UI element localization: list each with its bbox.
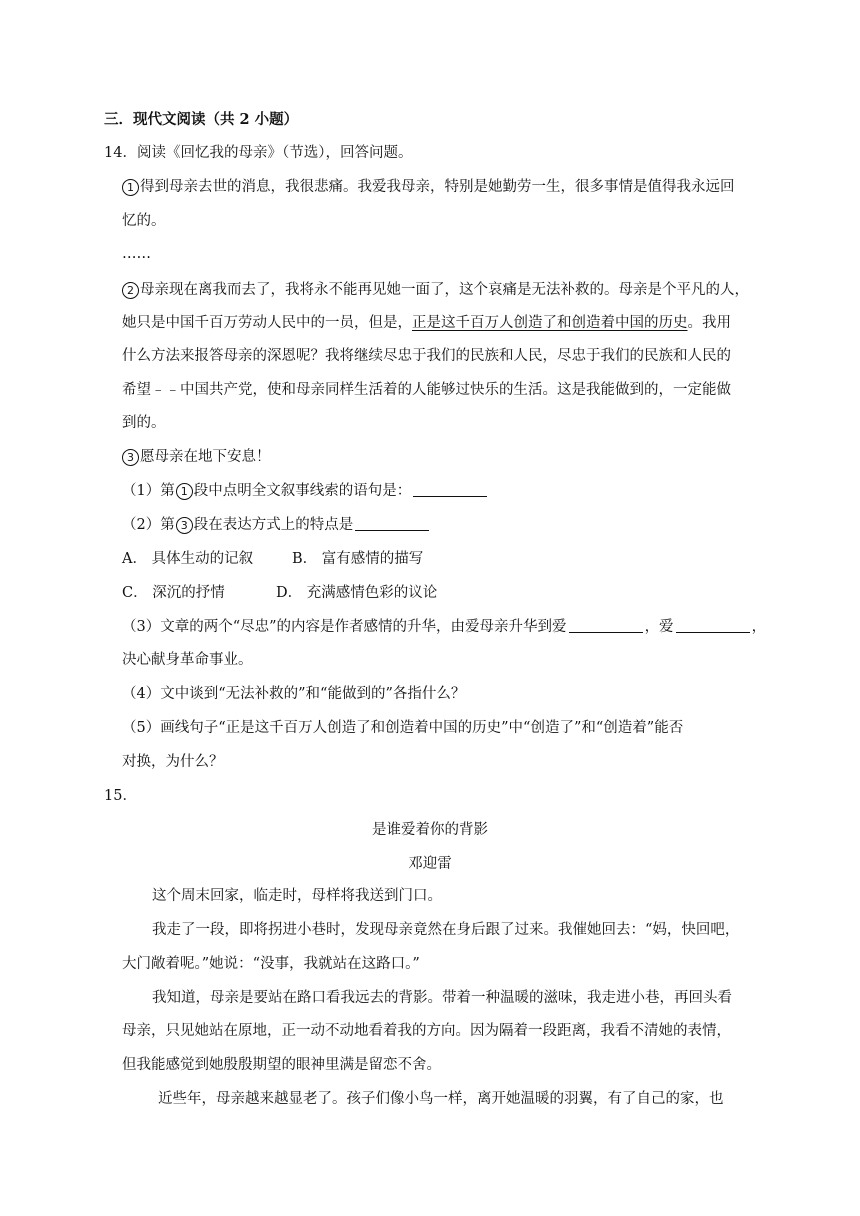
article-paragraph-4: 近些年，母亲越来越显老了。孩子们像小鸟一样，离开她温暖的羽翼，有了自己的家，也 — [158, 1091, 724, 1107]
answer-blank — [569, 618, 643, 633]
answer-blank — [676, 618, 750, 633]
passage-paragraph-1-cont: 忆的。 — [122, 213, 166, 229]
sub-question-3: （3）文章的两个“尽忠”的内容是作者感情的升华，由爱母亲升华到爱 ，爱 ， — [122, 619, 767, 635]
circled-number-2: 2 — [122, 282, 139, 299]
sub-question-5-cont: 对换，为什么？ — [122, 754, 224, 770]
article-paragraph-2-cont: 大门敞着呢。”她说：“没事，我就站在这路口。” — [122, 956, 420, 972]
section-heading: 三．现代文阅读（共 2 小题） — [104, 111, 299, 128]
option-c: C． 深沉的抒情 — [122, 585, 225, 601]
sub-question-5: （5）画线句子“正是这千百万人创造了和创造着中国的历史”中“创造了”和“创造着”能否 — [122, 720, 684, 736]
article-paragraph-1: 这个周末回家，临走时，母样将我送到门口。 — [152, 888, 442, 904]
article-author: 邓迎雷 — [408, 856, 452, 872]
sub-question-1: （1）第 1 段中点明全文叙事线索的语句是： — [122, 481, 489, 501]
passage-paragraph-2-line-4: 希望﹣﹣中国共产党，使和母亲同样生活着的人能够过快乐的生活。这是我能做到的，一定能做 — [122, 382, 731, 398]
question-14-stem: 14．阅读《回忆我的母亲》（节选），回答问题。 — [104, 145, 413, 161]
option-b: B． 富有感情的描写 — [292, 551, 424, 567]
article-title: 是谁爱着你的背影 — [372, 822, 488, 838]
article-paragraph-3-cont2: 但我能感觉到她殷殷期望的眼神里满是留恋不舍。 — [122, 1057, 441, 1073]
ellipsis: …… — [122, 246, 151, 262]
circled-number-3: 3 — [122, 449, 139, 466]
option-a: A． 具体生动的记叙 — [122, 551, 254, 567]
passage-paragraph-2-line-3: 什么方法来报答母亲的深恩呢？我将继续尽忠于我们的民族和人民，尽忠于我们的民族和人民的 — [122, 348, 731, 364]
option-d: D． 充满感情色彩的议论 — [276, 585, 438, 601]
article-paragraph-2: 我走了一段，即将拐进小巷时，发现母亲竟然在身后跟了过来。我催她回去：“妈，快回吧， — [152, 922, 740, 938]
sub-question-4: （4）文中谈到“无法补救的”和“能做到的”各指什么？ — [122, 686, 466, 702]
question-15-number: 15． — [104, 788, 137, 804]
passage-paragraph-2-line-5: 到的。 — [122, 415, 166, 431]
answer-blank — [355, 516, 429, 531]
circled-number-ref-3: 3 — [176, 517, 193, 534]
circled-number-ref-1: 1 — [176, 483, 193, 500]
article-paragraph-3-cont: 母亲，只见她站在原地，正一动不动地看着我的方向。因为隔着一段距离，我看不清她的表情， — [122, 1023, 731, 1039]
passage-paragraph-3: 3 愿母亲在地下安息！ — [122, 447, 271, 467]
passage-paragraph-1: 1 得到母亲去世的消息，我很悲痛。我爱我母亲，特别是她勤劳一生，很多事情是值得我永远回 — [122, 177, 735, 197]
passage-paragraph-2: 2 母亲现在离我而去了，我将永不能再见她一面了，这个哀痛是无法补救的。母亲是个平凡的人， — [122, 280, 749, 300]
article-paragraph-3: 我知道，母亲是要站在路口看我远去的背影。带着一种温暖的滋味，我走进小巷，再回头看 — [152, 990, 732, 1006]
passage-paragraph-2-line-2: 她只是中国千百万劳动人民中的一员，但是，正是这千百万人创造了和创造着中国的历史。我用 — [122, 315, 731, 331]
sub-question-3-cont: 决心献身革命事业。 — [122, 652, 253, 668]
answer-blank — [413, 482, 487, 497]
underlined-sentence: 正是这千百万人创造了和创造着中国的历史 — [412, 315, 688, 331]
circled-number-1: 1 — [122, 179, 139, 196]
sub-question-2: （2）第 3 段在表达方式上的特点是 — [122, 515, 431, 535]
